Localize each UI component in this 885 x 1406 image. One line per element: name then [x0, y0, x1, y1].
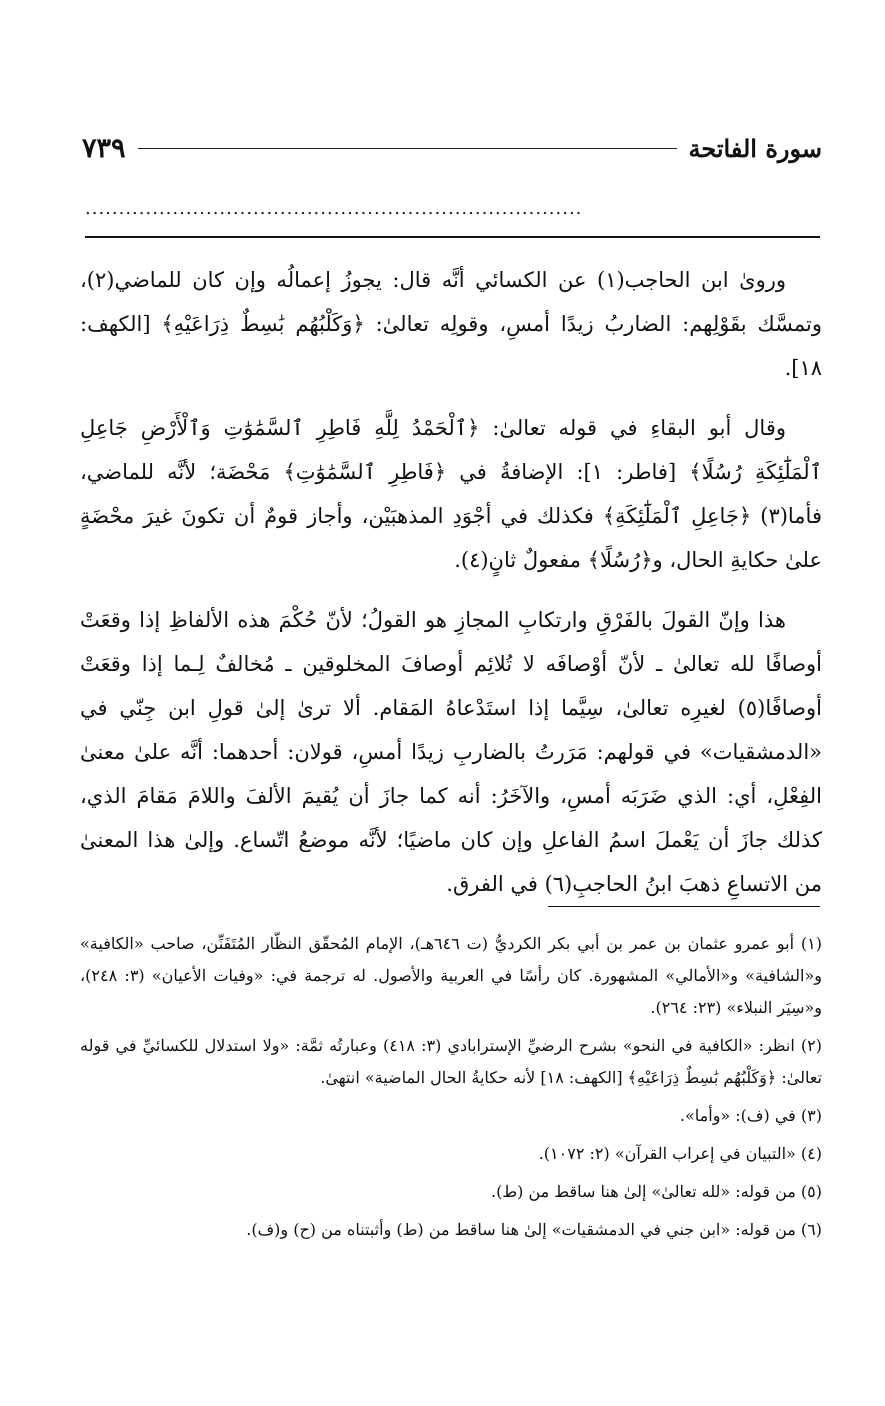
footnote: (٢) انظر: «الكافية في النحو» بشرح الرضيِّ الإسترابادي (٣: ٤١٨) وعبارتُه ثمَّة: «ولا استدلال للكسائيِّ في قوله تعالىٰ: ﴿وَكَلْبُهُم بَٰسِطٌ ذِرَاعَيْهِ﴾ [الكهف: ١٨] لأنه حكايةُ الحال الماضية» انتهىٰ.	[80, 1036, 823, 1087]
footnote: (٤) «التبيان في إعراب القرآن» (٢: ١٠٧٢).	[538, 1144, 822, 1163]
page-number: ٧٣٩	[82, 132, 126, 164]
footnote: (٥) من قوله: «لله تعالىٰ» إلىٰ هنا ساقط من (ط).	[491, 1182, 822, 1201]
dotted-separator: ..........................................................................	[85, 198, 583, 219]
running-header	[82, 128, 822, 168]
header-rule	[138, 148, 677, 149]
top-rule	[85, 236, 820, 238]
footnote: (٦) من قوله: «ابن جني في الدمشقيات» إلىٰ هنا ساقط من (ط) وأثبتناه من (ح) و(ف).	[246, 1220, 822, 1239]
paragraph: وقال أبو البقاءِ في قوله تعالىٰ: ﴿ٱلْحَمْدُ لِلَّهِ فَاطِرِ ٱلسَّمَٰوَٰتِ وَٱلْأَرْضِ جَاعِلِ ٱلْمَلَٰٓئِكَةِ رُسُلًا﴾ [فاطر: ١]: الإضافةُ في ﴿فَاطِرِ ٱلسَّمَٰوَٰتِ﴾ مَحْضَة؛ لأنَّه للماضي، فأما(٣) ﴿جَاعِلِ ٱلْمَلَٰٓئِكَةِ﴾ فكذلك في أجْوَدِ المذهبَيْن، وأجاز قومٌ أن تكونَ غيرَ محْضَةٍ علىٰ حكايةِ الحال، و﴿رُسُلًا﴾ مفعولٌ ثانٍ(٤).	[80, 416, 823, 572]
main-text	[80, 258, 822, 922]
paragraph: وروىٰ ابن الحاجب(١) عن الكسائي أنَّه قال: يجوزُ إعمالُه وإن كان للماضي(٢)، وتمسَّك بقَوْلِهم: الضاربُ زيدًا أمسِ، وقولِه تعالىٰ: ﴿وَكَلْبُهُم بَٰسِطٌ ذِرَاعَيْهِ﴾ [الكهف: ١٨].	[80, 268, 822, 380]
footnote: (٣) في (ف): «وأما».	[679, 1106, 822, 1125]
surah-title: سورة الفاتحة	[688, 133, 822, 163]
footnote-rule	[548, 906, 820, 907]
footnotes	[80, 928, 822, 1252]
paragraph: هذا وإنّ القولَ بالفَرْقِ وارتكابِ المجازِ هو القولُ؛ لأنّ حُكْمَ هذه الألفاظِ إذا وقعَتْ أوصافًا لله تعالىٰ ـ لأنّ أوْصافَه لا تُلائِم أوصافَ المخلوقين ـ مُخالفٌ لِـما إذا وقعَتْ أوصافًا(٥) لغيرِه تعالىٰ، سِيَّما إذا استَدْعاهُ المَقام. ألا ترىٰ إلىٰ قولِ ابن جِنّي في «الدمشقيات» في قولهم: مَرَرتُ بالضاربِ زيدًا أمسِ، قولان: أحدهما: أنَّه علىٰ معنىٰ الفِعْلِ، أي: الذي ضَرَبَه أمسِ، والآخَرُ: أنه كما جازَ أن يُقيمَ الألفَ واللامَ مَقامَ الذي، كذلك جازَ أن يَعْملَ اسمُ الفاعلِ وإن كان ماضيًا؛ لأنَّه موضعُ اتّساع. وإلىٰ هذا المعنىٰ من الاتساعِ ذهبَ ابنُ الحاجبِ(٦) في الفرق.	[80, 608, 822, 896]
footnote: (١) أبو عمرو عثمان بن عمر بن أبي بكر الكرديُّ (ت ٦٤٦هـ)، الإمام المُحقّق النظّار المُتَفَنِّن، صاحب «الكافية» و«الشافية» و«الأمالي» المشهورة. كان رأسًا في العربية والأصول. له ترجمة في: «وفيات الأعيان» (٣: ٢٤٨)، و«سِيَر النبلاء» (٢٣: ٢٦٤).	[80, 934, 823, 1017]
